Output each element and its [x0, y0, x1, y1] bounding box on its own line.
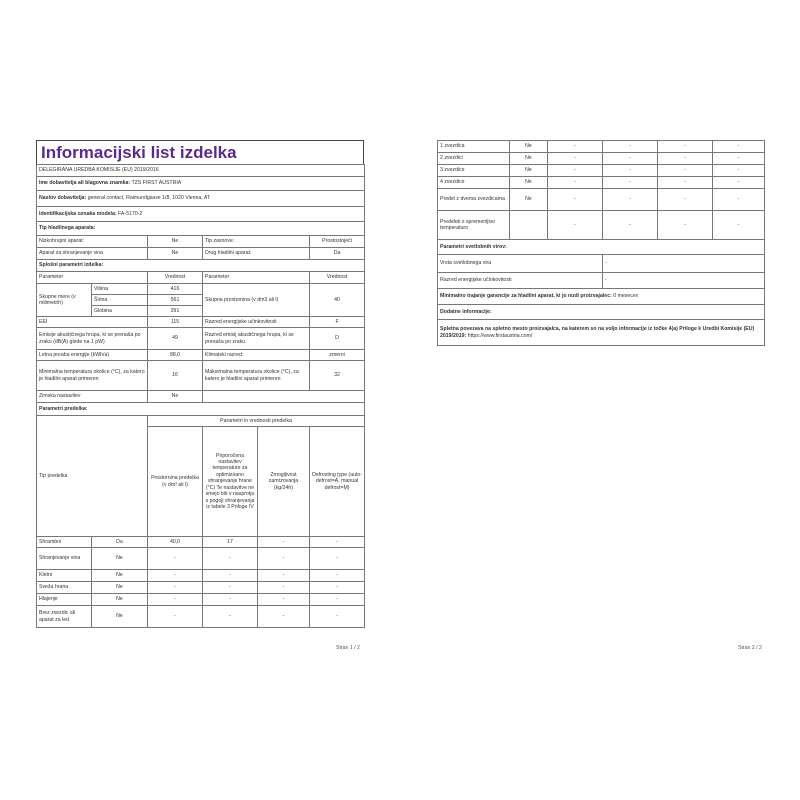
comp-defrost: -: [713, 141, 765, 153]
comp-temp: -: [203, 548, 258, 570]
comp-freeze: -: [258, 570, 310, 582]
comp-freeze: -: [258, 582, 310, 594]
comp-present: Ne: [92, 582, 148, 594]
table-row: [438, 165, 765, 177]
energy-value: 88,0: [148, 350, 203, 361]
address-row: [37, 191, 365, 207]
max-temp-label: Maksimalna temperatura okolice (°C), za katero je hladilni aparat primeren: [203, 361, 310, 391]
eei-value: 115: [148, 317, 203, 328]
page2-table: [437, 140, 765, 346]
eei-label: EEI: [37, 317, 148, 328]
comp-temp: -: [603, 153, 658, 165]
page-footer: Stran 1 / 2: [336, 645, 360, 651]
comp-name: 4 zvezdice: [438, 177, 510, 189]
comp-defrost: -: [713, 165, 765, 177]
energy-label: Letna poraba energije (kWh/a): [37, 350, 148, 361]
comp-name: Sveža hrana: [37, 582, 92, 594]
empty-cell: [203, 391, 365, 403]
model-row: [37, 207, 365, 222]
climate-value: zmerni: [310, 350, 365, 361]
climate-label: Klimatski razred:: [203, 350, 310, 361]
comp-present: [510, 211, 548, 240]
comp-volume: -: [148, 606, 203, 628]
other-label: Drug hladilni aparat:: [203, 248, 310, 260]
light-header: Parametri svetlobnih virov:: [438, 240, 765, 255]
comp-temp: -: [603, 211, 658, 240]
comp-freeze: -: [658, 153, 713, 165]
wine-value: Ne: [148, 248, 203, 260]
height-label: Višina: [92, 284, 148, 295]
depth-value: 391: [148, 306, 203, 317]
table-row: [438, 177, 765, 189]
comp-freeze: -: [258, 537, 310, 548]
comp-subheader: Parametri in vrednosti predelka: [148, 416, 365, 427]
comp-temp: -: [203, 582, 258, 594]
supplier-row: [37, 177, 365, 191]
other-value: Da: [310, 248, 365, 260]
param-header-right: Parameter: [203, 272, 310, 284]
link-row: [438, 320, 765, 346]
comp-present: Ne: [510, 177, 548, 189]
comp-freeze: -: [258, 594, 310, 606]
comp-name: 2 zvezdici: [438, 153, 510, 165]
comp-freeze: -: [658, 141, 713, 153]
comp-volume: -: [548, 141, 603, 153]
comp-name: Hlajenje: [37, 594, 92, 606]
comp-name: 1 zvezdica: [438, 141, 510, 153]
regulation-text: DELEGIRANA UREDBA KOMISIJE (EU) 2019/2016: [37, 165, 365, 177]
model-value: FA-5170-2: [118, 210, 143, 217]
comp-name: Shranjevanje vina: [37, 548, 92, 570]
address-value: general contact, Raimundgasse 1/8, 1020 Vienna, AT: [87, 195, 211, 202]
col-temp: Priporočena nastavitev temperature za optimizirano shranjevanje hrane (°C) Te nastavitve ne smejo biti v nasprotju s pogoji shranjevanja iz tabele 3 Priloge IV: [203, 427, 258, 537]
comp-volume: -: [548, 177, 603, 189]
comp-volume: -: [548, 165, 603, 177]
table-row: [37, 548, 365, 570]
comp-defrost: -: [310, 570, 365, 582]
comp-temp: -: [603, 177, 658, 189]
volume-label: Skupna prostornina (v dm3 ali l): [203, 284, 310, 317]
comp-freeze: -: [258, 606, 310, 628]
comp-name: Kletni: [37, 570, 92, 582]
page-title: Informacijski list izdelka: [36, 140, 364, 164]
comp-present: Ne: [92, 548, 148, 570]
height-value: 416: [148, 284, 203, 295]
comp-present: Ne: [510, 141, 548, 153]
comp-defrost: -: [310, 548, 365, 570]
table-row: [438, 153, 765, 165]
link-label: Spletna povezava na spletno mesto proizvajalca, na katerem so na voljo informacije iz točke 4(a) Priloge k Uredbi Komisije (EU) 2019/2019:: [440, 326, 755, 339]
min-temp-label: Minimalna temperatura okolice (°C), za katero je hladilni aparat primeren: [37, 361, 148, 391]
comp-name: Shrambni: [37, 537, 92, 548]
class-value: F: [310, 317, 365, 328]
table-row: [438, 211, 765, 240]
light-type-label: Vrsta svetlobnega vira: [438, 255, 603, 273]
comp-volume: -: [548, 153, 603, 165]
comp-defrost: -: [713, 211, 765, 240]
additional-label: Dodatne informacije:: [438, 305, 765, 320]
comp-temp: -: [603, 141, 658, 153]
col-defrost: Defrosting type (auto-defrost=A, manual defrost=M): [310, 427, 365, 537]
table-row: [37, 582, 365, 594]
comp-present: Da: [92, 537, 148, 548]
comp-volume: 40,0: [148, 537, 203, 548]
table-row: [37, 537, 365, 548]
comp-freeze: -: [658, 165, 713, 177]
comp-freeze: -: [258, 548, 310, 570]
comp-temp: -: [203, 606, 258, 628]
comp-freeze: -: [658, 177, 713, 189]
comp-present: Ne: [510, 153, 548, 165]
comp-temp: -: [203, 570, 258, 582]
comp-present: Ne: [92, 606, 148, 628]
comp-name: Brez zvezdic ali aparat za led: [37, 606, 92, 628]
comp-freeze: -: [658, 211, 713, 240]
comp-defrost: -: [310, 594, 365, 606]
class-label: Razred energijske učinkovitosti: [203, 317, 310, 328]
comp-header: Parametri predelka:: [37, 403, 365, 416]
comp-volume: -: [148, 582, 203, 594]
comp-volume: -: [148, 594, 203, 606]
light-class-value: -: [603, 273, 765, 289]
general-header: Splošni parametri izdelka:: [37, 260, 365, 272]
noise-value: 49: [148, 328, 203, 350]
design-label: Tip zasnove:: [203, 236, 310, 248]
comp-volume: -: [548, 211, 603, 240]
comp-name: Predel z dvema zvezdicama: [438, 189, 510, 211]
comp-present: Ne: [510, 189, 548, 211]
comp-volume: -: [548, 189, 603, 211]
comp-volume: -: [148, 548, 203, 570]
comp-name: 3 zvezdice: [438, 165, 510, 177]
volume-value: 40: [310, 284, 365, 317]
winter-value: Ne: [148, 391, 203, 403]
noise-class-value: D: [310, 328, 365, 350]
col-volume: Prostornina predelka (v dm³ ali l): [148, 427, 203, 537]
type-header: Tip hladilnega aparata:: [37, 222, 365, 236]
comp-defrost: -: [310, 606, 365, 628]
comp-defrost: -: [713, 189, 765, 211]
low-noise-value: Ne: [148, 236, 203, 248]
comp-present: Ne: [510, 165, 548, 177]
comp-temp: -: [603, 165, 658, 177]
link-value[interactable]: https://www.firstaustria.com/: [467, 332, 533, 339]
comp-freeze: -: [658, 189, 713, 211]
max-temp-value: 32: [310, 361, 365, 391]
product-info-table: [36, 164, 365, 628]
comp-name: Predelek s spremenljivo temperaturo: [438, 211, 510, 240]
depth-label: Globina: [92, 306, 148, 317]
width-value: 561: [148, 295, 203, 306]
warranty-value: 0 mesecev: [613, 293, 639, 300]
noise-label: Emisije akustičnega hrupa, ki se prenaša po zraku (dB(A) glede na 1 pW): [37, 328, 148, 350]
warranty-row: [438, 289, 765, 305]
dims-label: Skupne mere (v milimetrih): [37, 284, 92, 317]
winter-label: Zimska nastavitev: [37, 391, 148, 403]
address-label: Naslov dobavitelja:: [39, 195, 87, 202]
table-row: [438, 189, 765, 211]
comp-defrost: -: [713, 177, 765, 189]
table-row: [37, 594, 365, 606]
wine-label: Aparat za shranjevanje vina: [37, 248, 148, 260]
model-label: Identifikacijska oznaka modela:: [39, 210, 117, 217]
comp-temp: 17: [203, 537, 258, 548]
comp-temp: -: [603, 189, 658, 211]
design-value: Prostostoječi: [310, 236, 365, 248]
value-header-left: Vrednost: [148, 272, 203, 284]
comp-temp: -: [203, 594, 258, 606]
low-noise-label: Nizkohrupni aparat:: [37, 236, 148, 248]
table-row: [37, 606, 365, 628]
comp-present: Ne: [92, 570, 148, 582]
light-type-value: -: [603, 255, 765, 273]
col-freeze: Zmogljivost zamrzovanja (kg/24h): [258, 427, 310, 537]
warranty-label: Minimalno trajanje garancije za hladilni aparat, ki jo nudi proizvajalec:: [440, 293, 612, 300]
noise-class-label: Razred emisij akustičnega hrupa, ki se prenaša po zraku: [203, 328, 310, 350]
comp-defrost: -: [310, 537, 365, 548]
comp-volume: -: [148, 570, 203, 582]
comp-defrost: -: [713, 153, 765, 165]
table-row: [438, 141, 765, 153]
supplier-label: Ime dobavitelja ali blagovna znamka:: [39, 180, 131, 187]
width-label: Širina: [92, 295, 148, 306]
table-row: [37, 570, 365, 582]
min-temp-value: 16: [148, 361, 203, 391]
comp-defrost: -: [310, 582, 365, 594]
supplier-value: TZS FIRST AUSTRIA: [131, 180, 182, 187]
page-footer: Stran 2 / 2: [738, 645, 762, 651]
value-header-right: Vrednost: [310, 272, 365, 284]
param-header-left: Parameter: [37, 272, 148, 284]
comp-type-label: Tip predelka: [37, 416, 148, 537]
comp-present: Ne: [92, 594, 148, 606]
light-class-label: Razred energijske učinkovitosti: [438, 273, 603, 289]
